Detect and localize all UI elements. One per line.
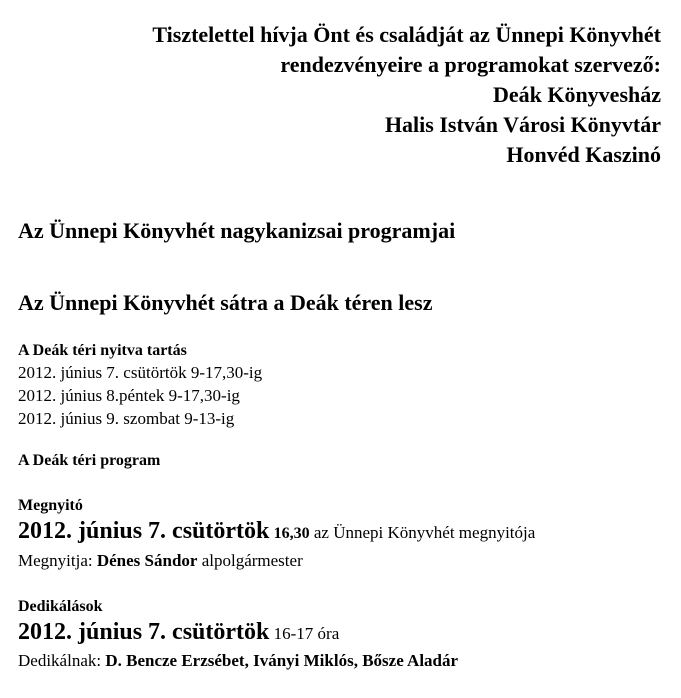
organizer-name: Deák Könyvesház [492, 82, 661, 107]
program-title: A Deák téri program [18, 452, 161, 469]
opening-event-description: az Ünnepi Könyvhét megnyitója [313, 523, 536, 542]
dedication-event-dateline [18, 617, 661, 649]
dedication-event-time: 16-17 [273, 624, 314, 643]
opening-by-label: Megnyitja: [18, 551, 93, 570]
dedication-by-names: D. Bencze Erzsébet, Iványi Miklós, Bősze Aladár [105, 651, 459, 670]
opening-hours-line: 2012. június 8.péntek 9-17,30-ig [18, 386, 240, 405]
opening-event-date: 2012. június 7. csütörtök [18, 518, 270, 544]
invitation-line: rendezvényeire a programokat szervező: [280, 52, 661, 77]
invitation-block [18, 20, 661, 170]
invitation-line: Tisztelettel hívja Önt és családját az Ünnepi Könyvhét [152, 22, 661, 47]
opening-event-dateline [18, 516, 661, 549]
venue-heading: Az Ünnepi Könyvhét sátra a Deák téren lesz [18, 290, 433, 315]
dedication-event-time-unit: óra [317, 624, 340, 643]
opening-by-name: Dénes Sándor [96, 551, 198, 570]
opening-hours-line: 2012. június 9. szombat 9-13-ig [18, 409, 235, 428]
opening-event-byline [18, 549, 661, 572]
opening-by-role: alpolgármester [201, 551, 303, 570]
dedication-event-date: 2012. június 7. csütörtök [18, 619, 270, 645]
main-heading: Az Ünnepi Könyvhét nagykanizsai programjai [18, 218, 456, 243]
opening-hours-line: 2012. június 7. csütörtök 9-17,30-ig [18, 363, 263, 382]
dedication-event-byline [18, 649, 661, 672]
dedication-event-title: Dedikálások [18, 598, 103, 615]
opening-event-title: Megnyitó [18, 497, 83, 514]
document-page [0, 20, 681, 698]
organizer-name: Halis István Városi Könyvtár [384, 112, 661, 137]
organizer-name: Honvéd Kaszinó [506, 142, 661, 167]
opening-event-time: 16,30 [273, 525, 310, 542]
dedication-by-label: Dedikálnak: [18, 651, 102, 670]
opening-hours-title: A Deák téri nyitva tartás [18, 342, 187, 359]
